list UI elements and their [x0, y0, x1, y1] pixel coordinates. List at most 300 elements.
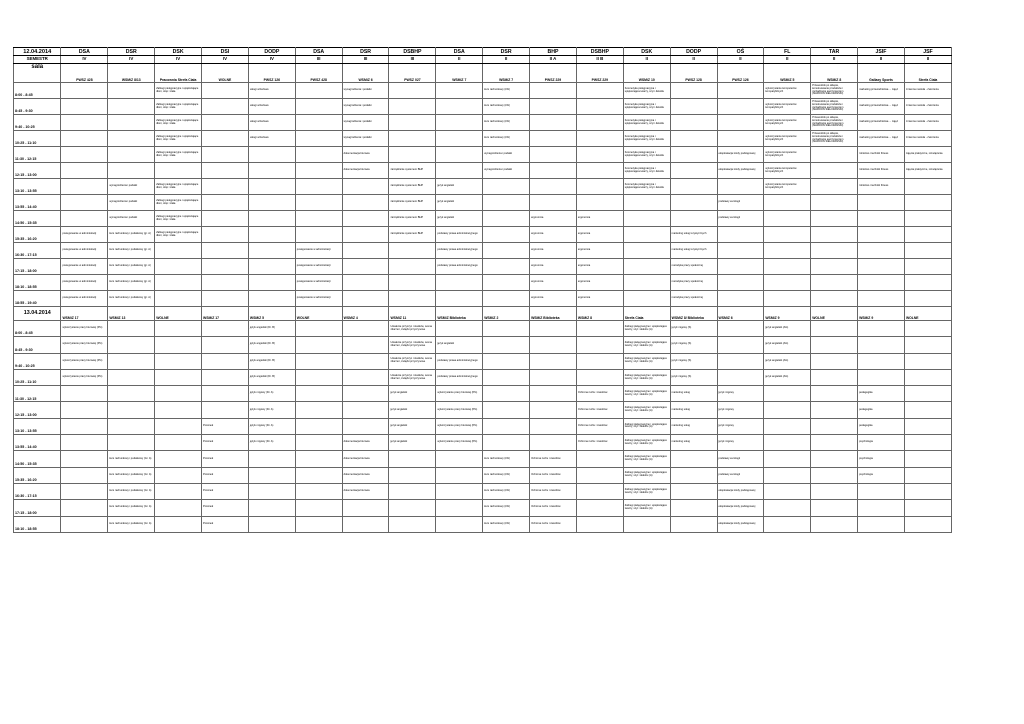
group-header-row [14, 48, 952, 56]
time-slot: 18:10 - 18:55 [14, 275, 61, 291]
class-cell: postępowanie w administracji [295, 243, 342, 259]
timeslot-row [14, 467, 952, 483]
semester-value: II B [576, 56, 623, 64]
class-cell: postępowanie w administracji [295, 275, 342, 291]
class-cell [811, 259, 858, 275]
timeslot-row [14, 83, 952, 99]
class-cell: usługi wizażowe [248, 99, 295, 115]
class-cell [61, 147, 108, 163]
schedule-table [13, 47, 952, 533]
timeslot-row [14, 243, 952, 259]
class-cell [904, 179, 951, 195]
class-cell: kurs rachunkowy i podatkowy (Gr. A) [108, 516, 155, 532]
class-cell [670, 467, 717, 483]
class-cell: zarządzanie systemem BHP [389, 163, 436, 179]
class-cell [530, 418, 577, 434]
class-cell: kurs rachunkowy (LW) [483, 467, 530, 483]
class-cell [904, 483, 951, 499]
class-cell [858, 227, 905, 243]
class-cell [155, 291, 202, 307]
class-cell [904, 337, 951, 353]
group-name: DSI [202, 48, 249, 56]
class-cell: wynagrodzenia i podatki [342, 115, 389, 131]
class-cell: wynagrodzenia i podatki [342, 83, 389, 99]
class-cell [811, 337, 858, 353]
class-cell [483, 353, 530, 369]
group-name: BHP [530, 48, 577, 56]
room-name: Strefa Ciała [623, 307, 670, 321]
class-cell [904, 435, 951, 451]
class-cell [436, 483, 483, 499]
class-cell: Kosmetyka pielęgnacyjna i upiększająca twarzy, szyi i dekoltu [623, 83, 670, 99]
class-cell [436, 83, 483, 99]
class-cell [483, 402, 530, 418]
room-name: WOLNE [295, 307, 342, 321]
class-cell [904, 353, 951, 369]
class-cell [483, 195, 530, 211]
class-cell: psychologia [858, 467, 905, 483]
room-name: Strefa Ciała [904, 64, 951, 83]
time-slot: 13:10 - 13:55 [14, 418, 61, 434]
class-cell [248, 227, 295, 243]
class-cell: język migowy [717, 386, 764, 402]
class-cell [670, 451, 717, 467]
class-cell: Zabiegi pielęgnacyjne i upiększające dłoni, stóp i ciała [155, 131, 202, 147]
class-cell: język angielski [389, 435, 436, 451]
class-cell: Prosinek [202, 435, 249, 451]
class-cell: wykorzystanie komputerów kompatybilnych [764, 163, 811, 179]
class-cell: eksploatacja środy podstępowej [717, 500, 764, 516]
class-cell [108, 83, 155, 99]
class-cell [904, 418, 951, 434]
class-cell [576, 321, 623, 337]
class-cell: kurs rachunkowy i podatkowy (Gr. A) [108, 451, 155, 467]
class-cell [904, 467, 951, 483]
class-cell [764, 435, 811, 451]
class-cell: ergonomia [530, 275, 577, 291]
class-cell: eksploatacja środy podstępowej [717, 483, 764, 499]
class-cell: marketing przewodnictwa ... zajęć [858, 83, 905, 99]
class-cell: język angielski (AG) [764, 369, 811, 385]
class-cell [295, 516, 342, 532]
class-cell [576, 483, 623, 499]
class-cell: postępowanie w administracji [61, 243, 108, 259]
class-cell: kurs rachunkowy (LW) [483, 99, 530, 115]
class-cell [530, 386, 577, 402]
room-label: sala [14, 64, 61, 83]
room-name: WSMiZ Biblioteka [530, 307, 577, 321]
class-cell [717, 99, 764, 115]
day2-date: 13.04.2014 [14, 307, 61, 321]
class-cell: Zabiegi pielęgnacyjne i upiększające dłoni, stóp i ciała [155, 179, 202, 195]
room-name: PWSZ 027 [389, 64, 436, 83]
class-cell [202, 179, 249, 195]
class-cell [295, 483, 342, 499]
class-cell [389, 147, 436, 163]
class-cell [248, 259, 295, 275]
semester-value: II [623, 56, 670, 64]
class-cell [483, 337, 530, 353]
class-cell [61, 483, 108, 499]
time-slot: 16:30 - 17:15 [14, 243, 61, 259]
class-cell: ergonomia [576, 227, 623, 243]
class-cell [389, 243, 436, 259]
class-cell [108, 402, 155, 418]
class-cell [904, 211, 951, 227]
semester-value: II [717, 56, 764, 64]
class-cell [155, 275, 202, 291]
group-name: JSF [904, 48, 951, 56]
class-cell: rolnictwo i techniki fitness [858, 147, 905, 163]
time-slot: 13:55 - 14:40 [14, 195, 61, 211]
class-cell: zajęcia praktyczne, rozwiązania [904, 147, 951, 163]
class-cell [858, 275, 905, 291]
class-cell [904, 369, 951, 385]
class-cell [576, 467, 623, 483]
class-cell: kurs rachunkowy i podatkowy (Gr. A) [108, 483, 155, 499]
semester-value: III [342, 56, 389, 64]
room-name: WSMiZ 10 [623, 64, 670, 83]
class-cell: postępowanie w administracji [295, 259, 342, 275]
time-slot: 15:35 - 16:20 [14, 227, 61, 243]
class-cell: pedagogika [858, 386, 905, 402]
class-cell: Zabiegi pielęgnacyjne i upiększające twarzy, szyi i dekoltu (A) [623, 435, 670, 451]
class-cell: Ochrona ruchu i zasobów [530, 516, 577, 532]
day1-date: 12.04.2014 [14, 48, 61, 56]
class-cell [483, 179, 530, 195]
room-name: WOLNE [811, 307, 858, 321]
class-cell: Zabiegi pielęgnacyjne i upiększające dłoni, stóp i ciała [155, 99, 202, 115]
room-name: WSMiZ 17 [202, 307, 249, 321]
class-cell [248, 516, 295, 532]
class-cell [483, 275, 530, 291]
group-name: JSIF [858, 48, 905, 56]
class-cell: marketing usług turystycznych [670, 227, 717, 243]
room-name: WSMiZ 8 [576, 307, 623, 321]
room-name: WSMiZ 2 [483, 307, 530, 321]
group-name: DSBHP [389, 48, 436, 56]
class-cell [811, 163, 858, 179]
class-cell [202, 163, 249, 179]
class-cell [670, 483, 717, 499]
class-cell [295, 227, 342, 243]
class-cell [155, 451, 202, 467]
class-cell [248, 163, 295, 179]
class-cell [108, 386, 155, 402]
class-cell: marketing przewodnictwa ... zajęć [858, 115, 905, 131]
class-cell [530, 131, 577, 147]
class-cell [155, 467, 202, 483]
time-slot: 10:25 - 11:10 [14, 369, 61, 385]
class-cell: Kosmetyka pielęgnacyjna i upiększająca twarzy, szyi i dekoltu [623, 163, 670, 179]
class-cell: Zabiegi pielęgnacyjne i upiększające dłoni, stóp i ciała [155, 83, 202, 99]
class-cell: język angielski (Dr. B) [248, 337, 295, 353]
class-cell [764, 195, 811, 211]
class-cell [342, 386, 389, 402]
class-cell [717, 179, 764, 195]
class-cell: kurs rachunkowy i podatkowy (gr. A) [108, 259, 155, 275]
class-cell [248, 243, 295, 259]
class-cell [61, 435, 108, 451]
class-cell [295, 402, 342, 418]
class-cell [436, 516, 483, 532]
class-cell [248, 179, 295, 195]
timeslot-row [14, 418, 952, 434]
class-cell [295, 99, 342, 115]
class-cell [155, 386, 202, 402]
class-cell [155, 337, 202, 353]
class-cell: Ustalenie przyczyn i skutków, ocena zdarzeń, związki przyczynowe [389, 369, 436, 385]
class-cell [342, 337, 389, 353]
timeslot-row [14, 435, 952, 451]
class-cell [155, 369, 202, 385]
class-cell [904, 500, 951, 516]
semester-row [14, 56, 952, 64]
semester-value: IV [202, 56, 249, 64]
class-cell [858, 195, 905, 211]
class-cell [295, 83, 342, 99]
class-cell [717, 243, 764, 259]
class-cell [342, 291, 389, 307]
class-cell: dokumentacja biurowa [342, 467, 389, 483]
class-cell: ergonomia [576, 275, 623, 291]
class-cell [295, 163, 342, 179]
class-cell [483, 369, 530, 385]
room-name: PWSZ 428 [61, 64, 108, 83]
class-cell [108, 163, 155, 179]
room-name: WSMiZ 8/13 [108, 64, 155, 83]
group-name: DSR [342, 48, 389, 56]
class-cell [61, 211, 108, 227]
class-cell: wykorzystanie pracy biurowej (PG) [61, 369, 108, 385]
class-cell [623, 259, 670, 275]
room-name: WOLNE [202, 64, 249, 83]
class-cell [202, 83, 249, 99]
class-cell [248, 195, 295, 211]
class-cell: Prosinek [202, 451, 249, 467]
class-cell: Kosmetyka pielęgnacyjna i upiększająca twarzy, szyi i dekoltu [623, 99, 670, 115]
class-cell [811, 402, 858, 418]
class-cell [717, 291, 764, 307]
class-cell: kurs rachunkowy i podatkowy (Gr. A) [108, 467, 155, 483]
class-cell [576, 369, 623, 385]
class-cell [576, 195, 623, 211]
class-cell [295, 353, 342, 369]
schedule-sheet [13, 47, 952, 533]
class-cell [155, 483, 202, 499]
class-cell [108, 418, 155, 434]
class-cell [483, 243, 530, 259]
class-cell: kurs rachunkowy (LW) [483, 115, 530, 131]
class-cell: wynagrodzenia i podatki [108, 211, 155, 227]
class-cell [295, 179, 342, 195]
class-cell [904, 195, 951, 211]
class-cell [764, 243, 811, 259]
class-cell [904, 259, 951, 275]
class-cell: rolnictwo i techniki fitness [858, 179, 905, 195]
class-cell [342, 369, 389, 385]
class-cell [670, 195, 717, 211]
class-cell [530, 321, 577, 337]
class-cell [717, 369, 764, 385]
class-cell [811, 321, 858, 337]
semester-value: II A [530, 56, 577, 64]
class-cell: metodyka pracy społecznej [670, 291, 717, 307]
class-cell: zmienna metoda - ćwiczenia [904, 99, 951, 115]
class-cell: Ochrona ruchu i zasobów [530, 483, 577, 499]
class-cell [764, 451, 811, 467]
time-slot: 16:30 - 17:15 [14, 483, 61, 499]
class-cell [295, 321, 342, 337]
class-cell [530, 435, 577, 451]
class-cell [61, 163, 108, 179]
group-name: DSA [295, 48, 342, 56]
class-cell [202, 211, 249, 227]
class-cell: zmienna metoda - ćwiczenia [904, 131, 951, 147]
class-cell [295, 418, 342, 434]
class-cell [904, 451, 951, 467]
class-cell: wykorzystanie pracy biurowej (PG) [436, 402, 483, 418]
class-cell: Zabiegi pielęgnacyjne i upiększające dłoni, stóp i ciała [155, 195, 202, 211]
class-cell: Zabiegi pielęgnacyjne i upiększające twarzy, szyi i dekoltu (A) [623, 369, 670, 385]
timeslot-row [14, 163, 952, 179]
class-cell [61, 99, 108, 115]
class-cell: Przewodnik po sklepie, konstruowanie produktów i zarządzanie asortymentem (MAROON SIELCZANSKI) [811, 115, 858, 131]
class-cell [342, 179, 389, 195]
class-cell [670, 99, 717, 115]
class-cell [155, 243, 202, 259]
class-cell [295, 467, 342, 483]
class-cell [202, 321, 249, 337]
class-cell [530, 179, 577, 195]
class-cell [202, 243, 249, 259]
class-cell: język angielski [436, 211, 483, 227]
semester-value: II [858, 56, 905, 64]
semester-value: II [811, 56, 858, 64]
time-slot: 11:30 - 12:15 [14, 386, 61, 402]
class-cell [576, 516, 623, 532]
class-cell [295, 337, 342, 353]
class-cell [61, 451, 108, 467]
class-cell: wykorzystanie komputerów kompatybilnych [764, 131, 811, 147]
class-cell [483, 211, 530, 227]
class-cell: wykorzystanie komputerów kompatybilnych [764, 83, 811, 99]
class-cell: wykorzystanie komputerów kompatybilnych [764, 147, 811, 163]
class-cell: Zabiegi pielęgnacyjne i upiększające twarzy, szyi i dekoltu (A) [623, 353, 670, 369]
class-cell [295, 435, 342, 451]
class-cell [295, 147, 342, 163]
class-cell [904, 275, 951, 291]
class-cell: Ochrona ruchu i zasobów [576, 435, 623, 451]
class-cell: Prosinek [202, 418, 249, 434]
class-cell [436, 321, 483, 337]
class-cell: zarządzanie systemem BHP [389, 227, 436, 243]
class-cell [576, 99, 623, 115]
class-cell: marketing usług [670, 386, 717, 402]
class-cell [811, 435, 858, 451]
room-name: WSMiZ 6 [717, 307, 764, 321]
class-cell [811, 500, 858, 516]
class-cell: kurs rachunkowy i podatkowy (gr. A) [108, 243, 155, 259]
class-cell: ergonomia [576, 259, 623, 275]
class-cell [108, 369, 155, 385]
room-name: WSMiZ Biblioteka [436, 307, 483, 321]
class-cell [530, 369, 577, 385]
class-cell: wynagrodzenia i podatki [342, 131, 389, 147]
class-cell: marketing usług [670, 402, 717, 418]
class-cell [764, 386, 811, 402]
class-cell [670, 179, 717, 195]
class-cell [670, 147, 717, 163]
timeslot-row [14, 259, 952, 275]
class-cell: język migowy (Dr. A) [248, 386, 295, 402]
timeslot-row [14, 227, 952, 243]
group-name: DSK [623, 48, 670, 56]
timeslot-row [14, 451, 952, 467]
class-cell [623, 195, 670, 211]
class-cell [576, 451, 623, 467]
class-cell [717, 275, 764, 291]
class-cell [670, 163, 717, 179]
class-cell: Ochrona ruchu i zasobów [576, 418, 623, 434]
class-cell [295, 211, 342, 227]
class-cell: kurs rachunkowy i podatkowy (gr. A) [108, 227, 155, 243]
class-cell [155, 402, 202, 418]
class-cell: wykorzystanie pracy biurowej (PG) [61, 337, 108, 353]
time-slot: 12:15 - 13:00 [14, 163, 61, 179]
class-cell [202, 115, 249, 131]
timeslot-row [14, 402, 952, 418]
class-cell [811, 179, 858, 195]
room-name: WSMiZ 5 [764, 64, 811, 83]
class-cell [202, 131, 249, 147]
class-cell [108, 353, 155, 369]
class-cell [108, 435, 155, 451]
class-cell: metodyka pracy społecznej [670, 259, 717, 275]
class-cell [483, 418, 530, 434]
group-name: FL [764, 48, 811, 56]
class-cell [670, 131, 717, 147]
semester-value: II [436, 56, 483, 64]
room-name: WSMiZ 4 [342, 307, 389, 321]
class-cell [436, 275, 483, 291]
semester-value: IV [108, 56, 155, 64]
class-cell: marketing usług [670, 418, 717, 434]
class-cell [623, 211, 670, 227]
class-cell [155, 516, 202, 532]
class-cell [295, 369, 342, 385]
class-cell: język angielski (AG) [764, 353, 811, 369]
class-cell: Ustalenie przyczyn i skutków, ocena zdarzeń, związki przyczynowe [389, 321, 436, 337]
class-cell: dokumentacja biurowa [342, 483, 389, 499]
semester-value: II [904, 56, 951, 64]
class-cell: język migowy (S) [670, 353, 717, 369]
class-cell [811, 451, 858, 467]
class-cell: język migowy [717, 402, 764, 418]
class-cell: Kosmetyka pielęgnacyjna i upiększająca twarzy, szyi i dekoltu [623, 115, 670, 131]
class-cell: postępowanie w administracji [61, 259, 108, 275]
class-cell [904, 402, 951, 418]
class-cell [764, 227, 811, 243]
time-slot: 9:40 - 10:25 [14, 115, 61, 131]
room-name: WSMiZ 11 [389, 307, 436, 321]
class-cell: eksploatacja środy podstępowej [717, 516, 764, 532]
class-cell: wykorzystanie komputerów kompatybilnych [764, 99, 811, 115]
class-cell: Zabiegi pielęgnacyjne i upiększające dłoni, stóp i ciała [155, 227, 202, 243]
class-cell [717, 131, 764, 147]
room-name: WOLNE [155, 307, 202, 321]
class-cell: rolnictwo i techniki fitness [858, 163, 905, 179]
